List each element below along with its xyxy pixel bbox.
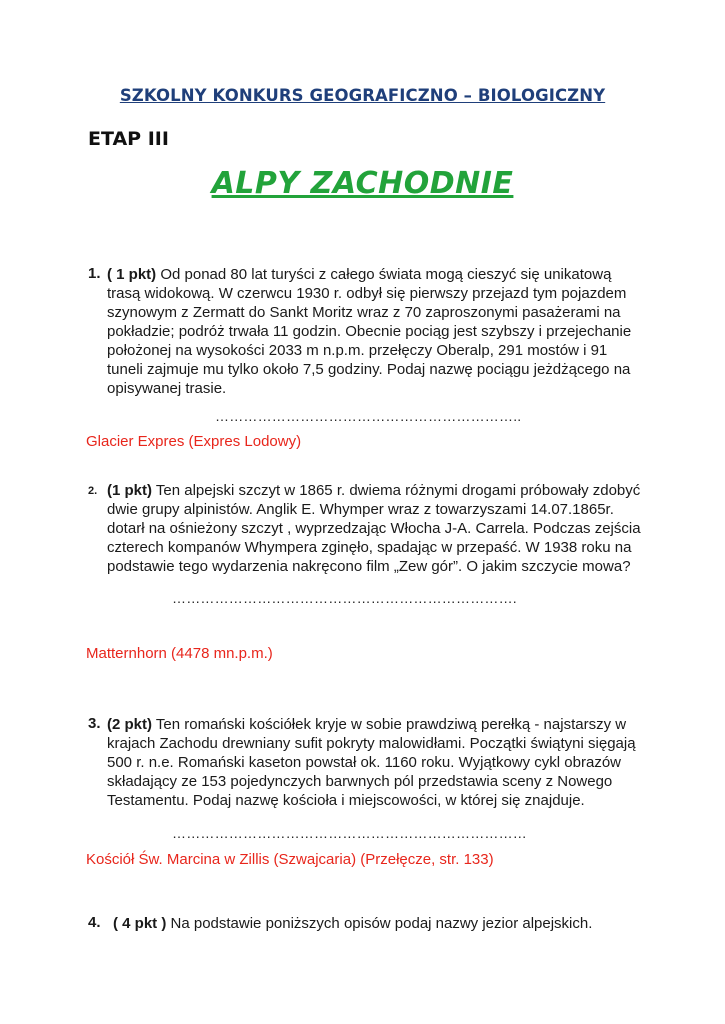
question-body: Ten romański kościółek kryje w sobie prawdziwą perełką - najstarszy w krajach Zachodu drewniany sufit pokryty malowidłami. Początki świątyni sięgają 500 r. n.e. Romański kaseton powstał ok. 1160 roku. Wyjątkowy cykl obrazów składający ze 153 pojedynczych barwnych pól przedstawia sceny z Nowego Testamentu. Podaj nazwę kościoła i miejscowości, w której się znajduje.	[107, 716, 636, 809]
question-body: Od ponad 80 lat turyści z całego świata mogą cieszyć się unikatową trasą widokową. W czerwcu 1930 r. odbył się pierwszy przejazd tym pojazdem szynowym z Zermatt do Sankt Moritz wraz z 70 zaproszonymi pasażerami na pokładzie; podróż trwała 11 godzin. Obecnie pociąg jest szybszy i przejechanie położonej na wysokości 2033 m n.p.m. przełęczy Oberalp, 291 mostów i 91 tuneli zajmuje mu tylko około 7,5 godziny. Podaj nazwę pociągu jeżdżącego na opisywanej trasie.	[107, 266, 632, 397]
topic-title: ALPY ZACHODNIE	[211, 166, 514, 201]
question-points: ( 1 pkt)	[107, 266, 157, 283]
answer-dots-2: ……………………………………………………………….	[172, 590, 517, 606]
question-text	[107, 715, 637, 810]
question-body: Na podstawie poniższych opisów podaj nazwy jezior alpejskich.	[170, 915, 593, 932]
question-body: Ten alpejski szczyt w 1865 r. dwiema różnymi drogami próbowały zdobyć dwie grupy alpinistów. Anglik E. Whymper wraz z towarzyszami 14.07.1865r. dotarł na ośnieżony szczyt , wyprzedzając Włocha J-A. Carrela. Podczas zejścia czterech kompanów Whympera zginęło, spadając w przepaść. W 1938 roku na podstawie tego wydarzenia nakręcono film „Zew gór”. O jakim szczycie mowa?	[107, 482, 641, 575]
answer-dots-3: …………………………………………………………………	[172, 825, 527, 841]
stage-label: ETAP III	[88, 128, 169, 150]
answer-2: Matternhorn (4478 mn.p.m.)	[86, 645, 273, 662]
competition-title: SZKOLNY KONKURS GEOGRAFICZNO – BIOLOGICZNY	[119, 86, 606, 105]
question-points: (2 pkt)	[107, 716, 152, 733]
answer-3: Kościół Św. Marcina w Zillis (Szwajcaria) (Przełęcze, str. 133)	[86, 851, 494, 868]
answer-1: Glacier Expres (Expres Lodowy)	[86, 433, 302, 450]
question-points: ( 4 pkt )	[113, 915, 167, 932]
question-text	[113, 914, 643, 933]
answer-dots-1: ………………………………………………………..	[215, 408, 522, 424]
question-number: 4.	[88, 914, 101, 931]
question-text	[107, 481, 649, 576]
question-points: (1 pkt)	[107, 482, 152, 499]
question-number: 3.	[88, 715, 101, 732]
question-text	[107, 265, 639, 398]
question-number: 2.	[88, 485, 98, 497]
question-number: 1.	[88, 265, 101, 282]
